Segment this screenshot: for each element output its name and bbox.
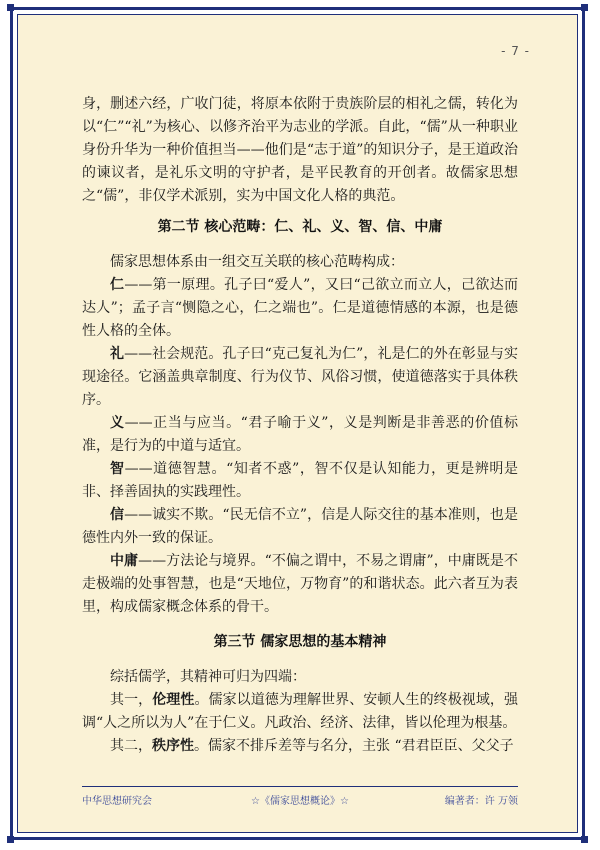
- section-lead: 儒家思想体系由一组交互关联的核心范畴构成：: [110, 254, 404, 270]
- page-number: - 7 -: [501, 44, 530, 58]
- concept-term: 礼: [110, 346, 125, 362]
- document-body: [82, 93, 518, 758]
- concept-item: [82, 458, 518, 504]
- spirit-prefix: 其二，: [110, 738, 152, 754]
- concept-text: ——第一原理。孔子曰“爱人”，又曰“己欲立而立人，己欲达而达人”；孟子言“恻隐之心，仁之端也”。仁是道德情感的本源，也是德性人格的全体。: [82, 277, 518, 339]
- spirit-item: [82, 735, 518, 758]
- concept-item: [82, 274, 518, 343]
- concept-term: 信: [110, 507, 125, 523]
- intro-paragraph: 身，删述六经，广收门徒，将原本依附于贵族阶层的相礼之儒，转化为以“仁”“礼”为核心、以修齐治平为志业的学派。自此，“儒”从一种职业身份升华为一种价值担当——他们是“志于道”的知识分子，是王道政治的谏议者，是礼乐文明的守护者，是平民教育的开创者。故儒家思想之“儒”，非仅学术派别，实为中国文化人格的典范。: [82, 96, 518, 204]
- footer-organization: 中华思想研究会: [82, 796, 152, 807]
- concept-text: ——方法论与境界。“不偏之谓中，不易之谓庸”，中庸既是不走极端的处事智慧，也是“天地位，万物育”的和谐状态。此六者互为表里，构成儒家概念体系的骨干。: [82, 553, 518, 615]
- concept-text: ——道德智慧。“知者不惑”，智不仅是认知能力，更是辨明是非、择善固执的实践理性。: [82, 461, 518, 500]
- concept-text: ——正当与应当。“君子喻于义”，义是判断是非善恶的价值标准，是行为的中道与适宜。: [82, 415, 518, 454]
- concept-term: 智: [110, 461, 125, 477]
- footer-author: 编著者：许 万领: [444, 796, 518, 807]
- concept-item: [82, 343, 518, 412]
- concept-term: 仁: [110, 277, 125, 293]
- concept-term: 义: [110, 415, 125, 431]
- concept-item: [82, 504, 518, 550]
- concept-item: [82, 550, 518, 619]
- footer-divider: [82, 786, 518, 787]
- section-heading: 第二节 核心范畴：仁、礼、义、智、信、中庸: [157, 219, 443, 235]
- corner-ornament: [581, 836, 588, 843]
- corner-ornament: [7, 836, 14, 843]
- spirit-term: 伦理性: [152, 692, 195, 708]
- concept-text: ——诚实不欺。“民无信不立”，信是人际交往的基本准则，也是德性内外一致的保证。: [82, 507, 518, 546]
- spirit-text: 。儒家不排斥差等与名分，主张 “君君臣臣、父父子: [194, 738, 514, 754]
- spirit-term: 秩序性: [152, 738, 194, 754]
- section-lead: 综括儒学，其精神可归为四端：: [110, 669, 306, 685]
- spirit-text: 。儒家以道德为理解世界、安顿人生的终极视域，强调“人之所以为人”在于仁义。凡政治、经济、法律，皆以伦理为根基。: [82, 692, 519, 731]
- concept-item: [82, 412, 518, 458]
- corner-ornament: [581, 4, 588, 11]
- concept-term: 中庸: [110, 553, 139, 569]
- spirit-prefix: 其一，: [110, 692, 153, 708]
- spirit-item: [82, 689, 518, 735]
- footer-book-title: ☆《儒家思想概论》☆: [251, 796, 349, 807]
- concept-text: ——社会规范。孔子曰“克己复礼为仁”，礼是仁的外在彰显与实现途径。它涵盖典章制度、行为仪节、风俗习惯，使道德落实于具体秩序。: [82, 346, 518, 408]
- corner-ornament: [7, 4, 14, 11]
- section-heading: 第三节 儒家思想的基本精神: [213, 634, 387, 650]
